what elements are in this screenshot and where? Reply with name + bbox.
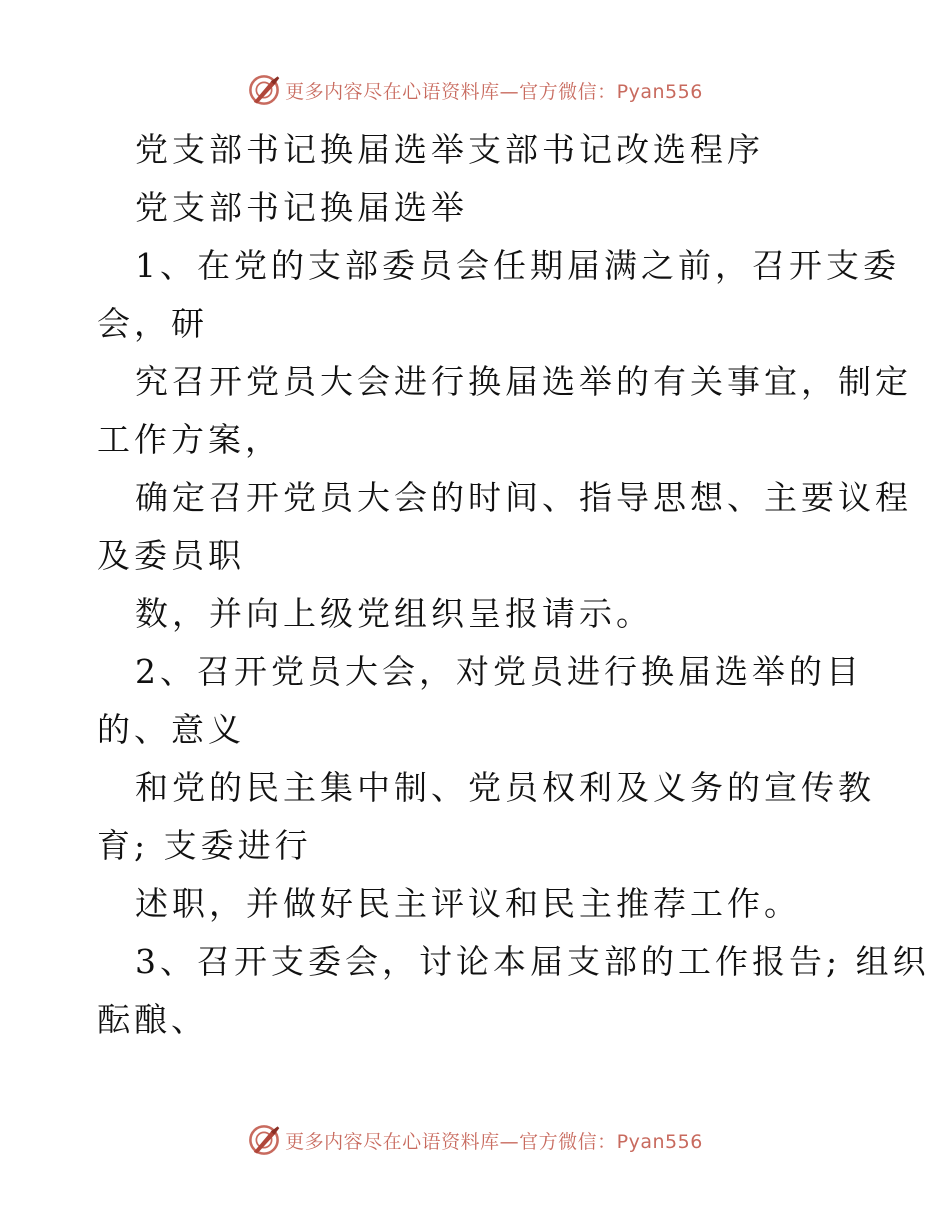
paragraph-line: 和党的民主集中制、党员权利及义务的宣传教 [135, 768, 875, 807]
header-watermark-banner [0, 70, 950, 110]
paragraph-line: 2、召开党员大会，对党员进行换届选举的目 [135, 652, 863, 691]
paragraph-line: 确定召开党员大会的时间、指导思想、主要议程 [135, 478, 912, 517]
paragraph-line: 1、在党的支部委员会任期届满之前，召开支委 [135, 246, 900, 285]
paragraph-line: 工作方案， [97, 420, 282, 459]
paragraph-line: 究召开党员大会进行换届选举的有关事宜，制定 [135, 362, 912, 401]
paragraph-line: 及委员职 [97, 536, 245, 575]
paragraph-line: 酝酿、 [97, 1000, 208, 1039]
paragraph-line: 3、召开支委会，讨论本届支部的工作报告; 组织 [135, 942, 930, 981]
footer-watermark-banner [0, 1120, 950, 1160]
document-body [97, 121, 930, 1049]
paragraph-line: 育; 支委进行 [97, 826, 312, 865]
paragraph-line: 述职，并做好民主评议和民主推荐工作。 [135, 884, 801, 923]
section-heading: 党支部书记换届选举 [135, 188, 468, 227]
document-title: 党支部书记换届选举支部书记改选程序 [135, 130, 764, 169]
header-watermark-text: 更多内容尽在心语资料库—官方微信：Pyan556 [285, 80, 703, 103]
footer-watermark-text: 更多内容尽在心语资料库—官方微信：Pyan556 [285, 1130, 703, 1153]
paragraph-line: 会，研 [97, 304, 208, 343]
paragraph-line: 的、意义 [97, 710, 245, 749]
pen-logo-icon [247, 1123, 281, 1157]
pen-logo-icon [247, 73, 281, 107]
paragraph-line: 数，并向上级党组织呈报请示。 [135, 594, 653, 633]
